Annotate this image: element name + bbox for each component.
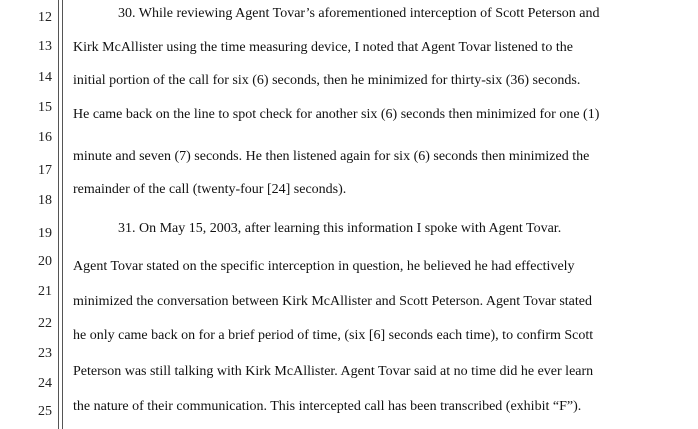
paragraph-31-line: 31. On May 15, 2003, after learning this information I spoke with Agent Tovar. <box>118 221 562 236</box>
paragraph-30-line: initial portion of the call for six (6) seconds, then he minimized for thirty-six (36) seconds. <box>73 73 581 88</box>
paragraph-30-line: He came back on the line to spot check for another six (6) seconds then minimized for one (1) <box>73 107 600 122</box>
line-number: 19 <box>38 226 52 241</box>
line-number: 15 <box>38 100 52 115</box>
line-number: 16 <box>38 130 52 145</box>
paragraph-31-line: the nature of their communication. This intercepted call has been transcribed (exhibit “F”). <box>73 399 582 414</box>
line-number: 23 <box>38 346 52 361</box>
paragraph-31-line: Agent Tovar stated on the specific interception in question, he believed he had effectively <box>73 259 575 274</box>
paragraph-31-line: minimized the conversation between Kirk McAllister and Scott Peterson. Agent Tovar stated <box>73 294 592 309</box>
left-margin-rule-inner <box>62 0 63 429</box>
paragraph-30-line: 30. While reviewing Agent Tovar’s aforementioned interception of Scott Peterson and <box>118 6 600 21</box>
line-number: 20 <box>38 254 52 269</box>
line-number: 14 <box>38 70 52 85</box>
line-number: 17 <box>38 163 52 178</box>
paragraph-31-line: he only came back on for a brief period of time, (six [6] seconds each time), to confirm Scott <box>73 328 594 343</box>
paragraph-30-line: minute and seven (7) seconds. He then listened again for six (6) seconds then minimized the <box>73 149 590 164</box>
line-number: 21 <box>38 284 52 299</box>
paragraph-31-line: Peterson was still talking with Kirk McAllister. Agent Tovar said at no time did he ever learn <box>73 364 594 379</box>
line-number: 24 <box>38 376 52 391</box>
paragraph-30-line: Kirk McAllister using the time measuring device, I noted that Agent Tovar listened to the <box>73 40 573 55</box>
line-number: 18 <box>38 193 52 208</box>
line-number: 25 <box>38 404 52 419</box>
line-number: 12 <box>38 10 52 25</box>
left-margin-rule <box>58 0 59 429</box>
paragraph-30-line: remainder of the call (twenty-four [24] seconds). <box>73 182 347 197</box>
line-number-gutter <box>0 0 52 429</box>
line-number: 22 <box>38 316 52 331</box>
line-number: 13 <box>38 39 52 54</box>
